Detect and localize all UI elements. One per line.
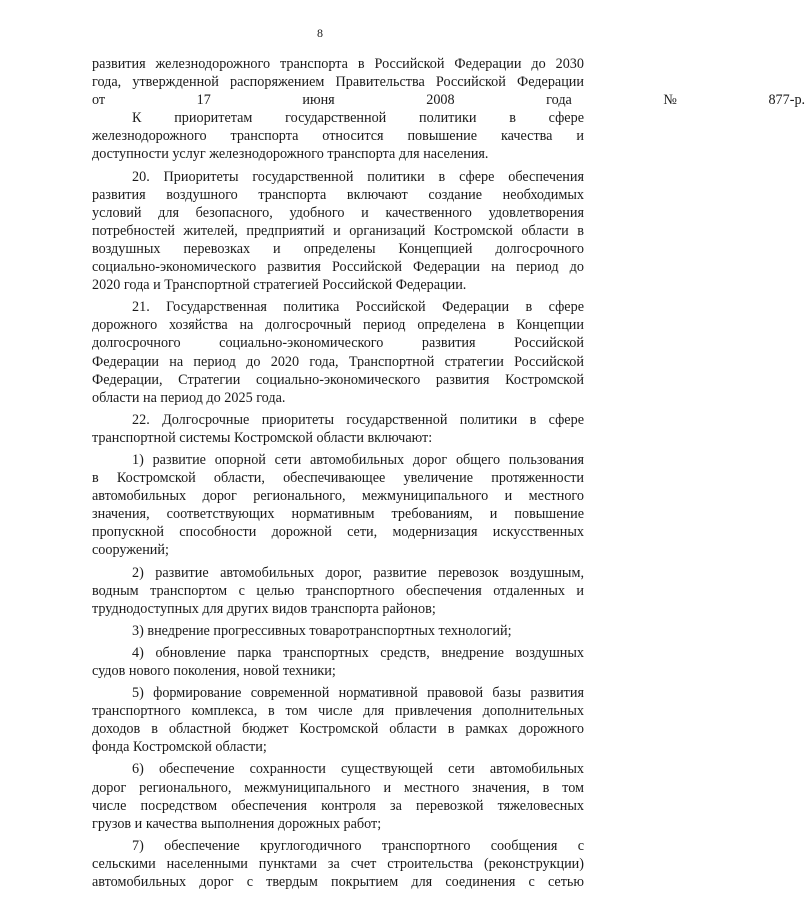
text-line: долгосрочного социально-экономического развития Российской (92, 335, 584, 352)
text-line: К приоритетам государственной политики в сфере (132, 110, 584, 127)
text-line: 2) развитие автомобильных дорог, развитие перевозок воздушным, (132, 564, 584, 581)
text-line: железнодорожного транспорта относится повышение качества и (92, 128, 584, 145)
text-line: дорожного хозяйства на долгосрочный период определена в Концепции (92, 317, 584, 334)
text-line: автомобильных дорог регионального, межмуниципального и местного (92, 488, 584, 505)
text-line: водным транспортом с целью транспортного обеспечения отдаленных и (92, 582, 584, 599)
text-line: от 17 июня 2008 года № 877-р. (92, 92, 805, 109)
text-line: фонда Костромской области; (92, 739, 267, 756)
text-line: судов нового поколения, новой техники; (92, 663, 336, 679)
text-line: сооружений; (92, 542, 169, 559)
text-line: потребностей жителей, предприятий и организаций Костромской области в (92, 222, 584, 239)
text-line: 7) обеспечение круглогодичного транспортного сообщения с (132, 837, 584, 854)
text-line: 2020 года и Транспортной стратегией Российской Федерации. (92, 277, 467, 294)
text-line: доступности услуг железнодорожного транспорта для населения. (92, 146, 489, 163)
text-line: развития воздушного транспорта включают создание необходимых (92, 186, 584, 203)
text-line: автомобильных дорог с твердым покрытием для соединения с сетью (92, 874, 584, 891)
text-line: социально-экономического развития Российской Федерации на период до (92, 259, 584, 276)
text-line: грузов и качества выполнения дорожных работ; (92, 815, 382, 832)
text-line: труднодоступных для других видов транспорта районов; (92, 600, 436, 617)
text-line: сельскими населенными пунктами за счет строительства (реконструкции) (92, 855, 584, 872)
text-line: развития железнодорожного транспорта в Российской Федерации до 2030 (92, 56, 584, 72)
text-line: 5) формирование современной нормативной правовой базы развития (132, 685, 584, 702)
text-line: в Костромской области, обеспечивающее увеличение протяженности (92, 470, 584, 487)
text-line: области на период до 2025 года. (92, 389, 286, 406)
text-line: 22. Долгосрочные приоритеты государственной политики в сфере (132, 411, 584, 428)
page-number: 8 (317, 26, 323, 40)
text-line: года, утвержденной распоряжением Правительства Российской Федерации (92, 74, 584, 91)
text-line: 21. Государственная политика Российской Федерации в сфере (132, 299, 584, 316)
text-line: 1) развитие опорной сети автомобильных дорог общего пользования (132, 451, 584, 468)
text-line: Федерации на период до 2020 года, Транспортной стратегии Российской (92, 353, 584, 370)
text-line: транспортного комплекса, в том числе для привлечения дополнительных (92, 703, 584, 720)
text-line: пропускной способности дорожной сети, модернизация искусственных (92, 524, 584, 541)
text-line: 20. Приоритеты государственной политики в сфере обеспечения (132, 168, 584, 185)
text-line: транспортной системы Костромской области включают: (92, 429, 433, 446)
text-line: 3) внедрение прогрессивных товаротранспортных технологий; (132, 622, 512, 639)
text-line: значения, соответствующих нормативным требованиям, и повышение (92, 506, 584, 523)
text-line: Федерации, Стратегии социально-экономического развития Костромской (92, 371, 584, 388)
text-line: условий для безопасного, удобного и качественного удовлетворения (92, 204, 584, 221)
text-line: числе посредством обеспечения контроля за перевозкой тяжеловесных (92, 797, 584, 814)
text-line: доходов в областной бюджет Костромской области в рамках дорожного (92, 721, 584, 738)
text-line: 6) обеспечение сохранности существующей сети автомобильных (132, 761, 584, 778)
text-line: воздушных перевозках и определены Концепцией долгосрочного (92, 240, 584, 257)
document-body (92, 55, 805, 891)
text-line: дорог регионального, межмуниципального и местного значения, в том (92, 779, 584, 796)
text-line: 4) обновление парка транспортных средств, внедрение воздушных (132, 644, 584, 661)
